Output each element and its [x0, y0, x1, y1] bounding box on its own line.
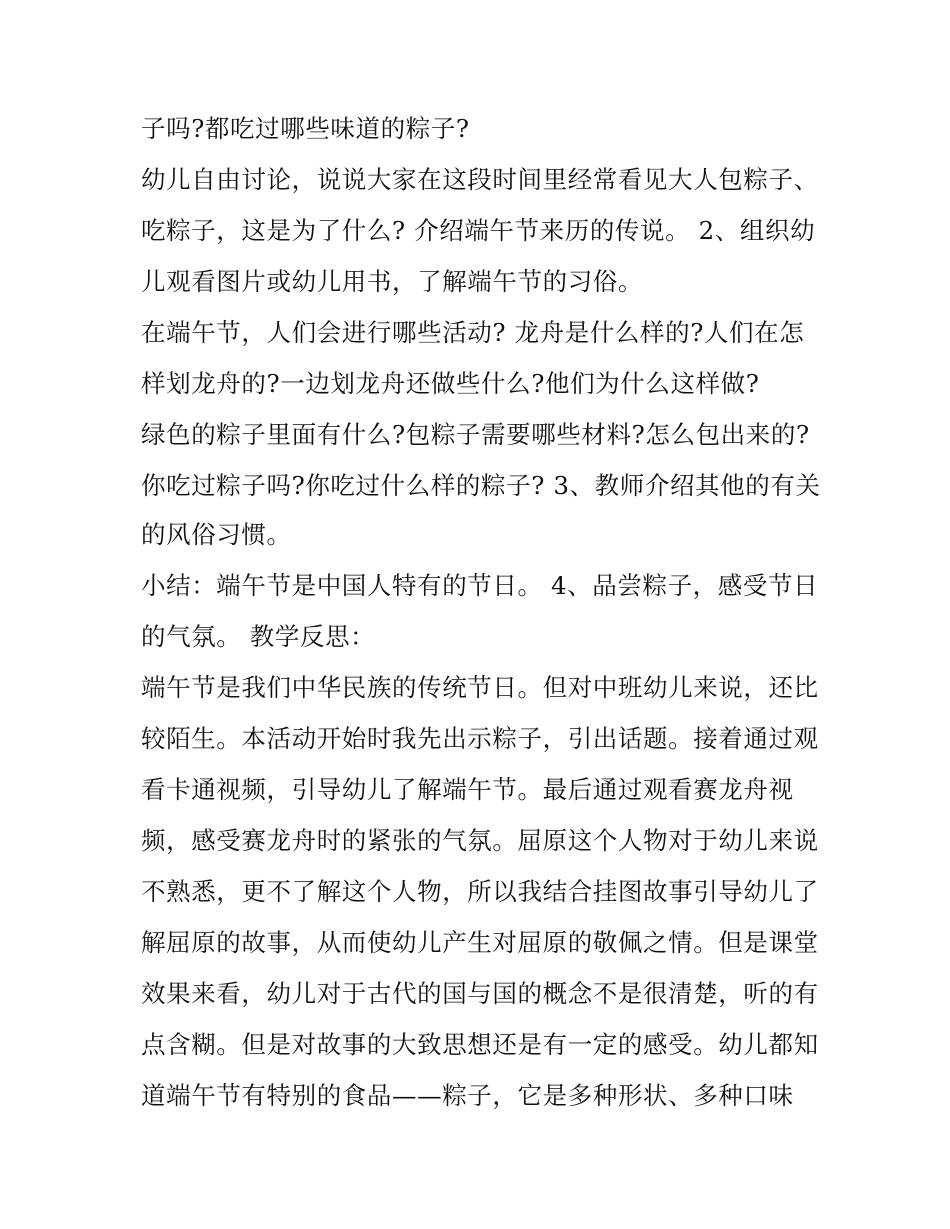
text-line: 幼儿自由讨论，说说大家在这段时间里经常看见大人包粽子、: [141, 165, 819, 194]
text-line: 点含糊。但是对故事的大致思想还是有一定的感受。幼儿都知: [141, 1030, 819, 1059]
text-line: 看卡通视频，引导幼儿了解端午节。最后通过观看赛龙舟视: [141, 775, 794, 804]
text-line: 解屈原的故事，从而使幼儿产生对屈原的敬佩之情。但是课堂: [141, 928, 819, 957]
text-line: 的风俗习惯。: [141, 520, 292, 549]
text-line: 吃粽子，这是为了什么? 介绍端午节来历的传说。 2、组织幼: [141, 216, 816, 245]
text-line: 绿色的粽子里面有什么?包粽子需要哪些材料?怎么包出来的?: [141, 420, 810, 449]
text-line: 在端午节，人们会进行哪些活动? 龙舟是什么样的?人们在怎: [141, 318, 805, 347]
text-line: 小结：端午节是中国人特有的节日。 4、品尝粽子，感受节日: [141, 571, 819, 600]
text-line: 频，感受赛龙舟时的紧张的气氛。屈原这个人物对于幼儿来说: [141, 826, 819, 855]
text-line: 样划龙舟的?一边划龙舟还做些什么?他们为什么这样做?: [141, 369, 760, 398]
text-line: 不熟悉，更不了解这个人物，所以我结合挂图故事引导幼儿了: [141, 877, 819, 906]
text-line: 端午节是我们中华民族的传统节日。但对中班幼儿来说，还比: [141, 673, 819, 702]
text-line: 你吃过粽子吗?你吃过什么样的粽子? 3、教师介绍其他的有关: [141, 471, 821, 500]
text-line: 较陌生。本活动开始时我先出示粽子，引出话题。接着通过观: [141, 724, 819, 753]
text-line: 效果来看，幼儿对于古代的国与国的概念不是很清楚，听的有: [141, 979, 819, 1008]
text-line: 子吗?都吃过哪些味道的粽子?: [141, 114, 470, 143]
text-line: 的气氛。 教学反思：: [141, 622, 376, 651]
text-line: 儿观看图片或幼儿用书，了解端午节的习俗。: [141, 267, 643, 296]
text-line: 道端午节有特别的食品——粽子，它是多种形状、多种口味: [141, 1081, 794, 1110]
